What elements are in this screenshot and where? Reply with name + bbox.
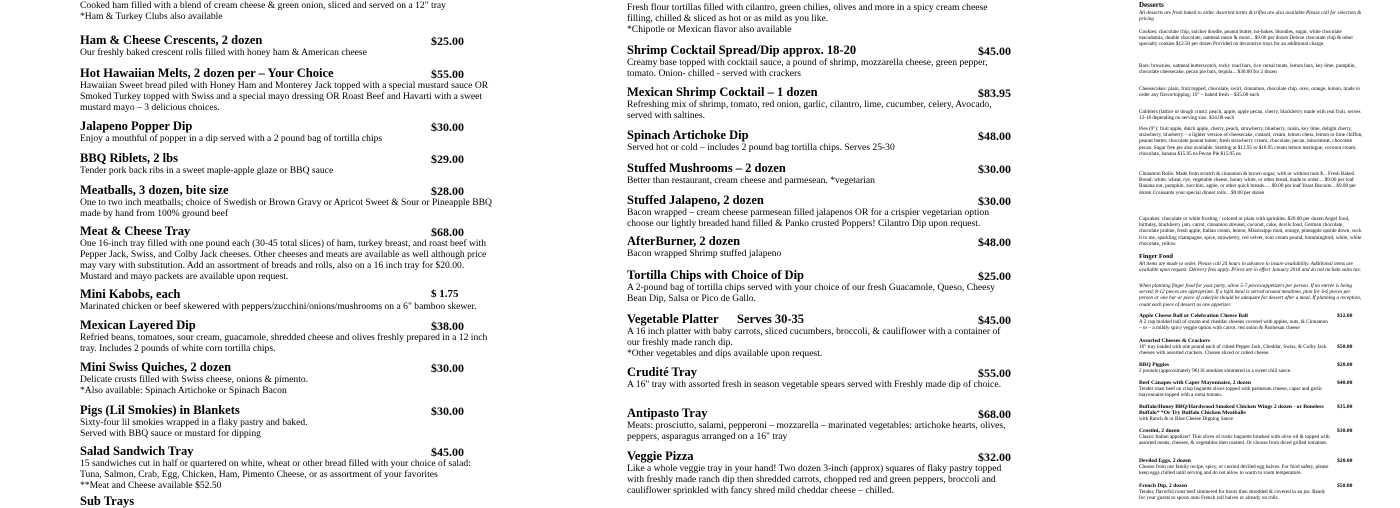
item-description: Like a whole veggie tray in your hand! Two dozen 3-inch (approx) squares of flaky pastry topped with freshly made ranch dip then shredded carrots, chopped red and green peppers, broccoli and cauliflower sprinkled with fancy shred mild cheddar cheese – chilled. [627,463,1002,496]
item-price: $45.00 [978,44,1011,58]
item-name: Deviled Eggs, 2 dozen [1139,458,1191,464]
item-price: $30.00 [431,404,464,418]
item-name: Mini Kabobs, each [80,287,181,301]
item-description: Cooked ham filled with a blend of cream cheese & green onion, sliced and served on a 12" tray *Ham & Turkey Clubs also available [80,0,446,22]
item-price: $40.00 [1337,380,1353,386]
item-name: Crudité Tray [627,365,698,379]
menu-item [80,444,492,491]
item-name: Antipasto Tray [627,406,708,420]
item-description: 15 sandwiches cut in half or quartered on white, wheat or other bread filled with your choice of salad: Tuna, Salmon, Crab, Egg, Chicken, Ham, Pimento Cheese, or as assortment of your favorites **Meat and Cheese available $52.50 [80,458,471,491]
item-name: Mini Swiss Quiches, 2 dozen [80,360,232,374]
item-price: $30.00 [431,361,464,375]
item-name: Crostini, 2 dozen [1139,428,1180,434]
dessert-block: Cheesecakes: plain, fruit topped, chocolate, swirl, cinnamon, chocolate chip, oreo, orange, lemon, made to order any flavor/topping. 10" – baked fresh – $35.00 each [1139,86,1360,99]
item-price: $25.00 [431,34,464,48]
item-description: Refried beans, tomatoes, sour cream, guacamole, shredded cheese and olives freshly prepared in a 12 inch tray. Includes 2 pounds of white corn tortilla chips. [80,332,488,354]
item-name: Assorted Cheeses & Crackers [1139,338,1210,344]
menu-item [80,318,492,354]
item-price: $30.00 [1337,428,1353,434]
item-name: AfterBurner, 2 dozen [627,234,741,248]
item-price: $25.00 [978,269,1011,283]
menu-item [1139,313,1364,332]
item-description: Hawaiian Sweet bread piled with Honey Ham and Monterey Jack topped with a special mustard sauce OR Smoked Turkey topped with Swiss and a special mayo dressing OR Roast Beef and Havarti with a sweet mustard mayo – 3 delicious choices. [80,80,489,113]
item-name: BBQ Piggies [1139,362,1169,368]
item-description: Tender pork back ribs in a sweet maple-apple glaze or BBQ sauce [80,165,334,176]
item-price: $45.00 [978,313,1011,327]
item-description: 16" tray loaded with one pound each of cubed Pepper Jack, Cheddar, Swiss, & Colby Jack cheeses with assorted crackers. Choose sliced or cubed cheese. [1139,344,1327,357]
menu-item [80,287,492,312]
item-description: Marinated chicken or beef skewered with peppers/zucchini/onions/mushrooms on a 6" bamboo skewer. [80,301,477,312]
menu-item [627,234,1015,259]
item-description: Better than restaurant, cream cheese and parmesean. *vegetarian [627,175,875,186]
item-price: $28.00 [431,184,464,198]
item-description: 2 pounds (approximately 96) lil smokies simmered in a sweet chili sauce. [1139,368,1292,375]
item-price: $68.00 [431,225,464,239]
item-price: $35.00 [1337,404,1353,410]
menu-item [80,183,492,219]
menu-item [627,406,1015,442]
menu-item [80,224,492,282]
menu-item [627,161,1015,186]
item-description: with Ranch & or Blue Cheese Dipping Sauce [1139,416,1234,423]
item-name: French Dip, 2 dozen [1139,483,1188,489]
item-name: Mexican Shrimp Cocktail – 1 dozen [627,85,818,99]
menu-item [1139,362,1364,374]
menu-item [627,85,1015,121]
menu-item [80,494,492,508]
menu-item [1139,428,1364,447]
item-name: Vegetable Platter Serves 30-35 [627,312,805,326]
item-price: $48.00 [978,235,1011,249]
item-name: Apple Cheese Ball or Celebration Cheese Ball [1139,313,1248,319]
menu-item [1139,458,1364,477]
menu-item [80,119,492,144]
desserts-intro: All desserts are fresh baked to order. Assorted tortes & trifles are also available Please call for selection & pricing [1139,10,1362,23]
item-name: Pigs (Lil Smokies) in Blankets [80,403,240,417]
menu-item [627,43,1015,79]
menu-item [80,66,492,113]
item-name: Ham & Cheese Crescents, 2 dozen [80,33,263,47]
item-name: Meat & Cheese Tray [80,224,191,238]
dessert-block: Bars: brownies, oatmeal butterscotch, rocky road bars, rice cereal treats, lemon bars, key lime, pumpkin, chocolate cheesecake, pecan pie bars, tequila... $30.00 for 2 dozen [1139,63,1356,76]
menu-item [627,449,1015,496]
item-price: $30.00 [978,194,1011,208]
item-name: Mexican Layered Dip [80,318,196,332]
item-description: Tender, flavorful roast beef simmered for hours then shredded & covered in au jus. Ready for your guests to spoon onto French roll halves or already on rolls. [1139,489,1326,502]
menu-item [80,360,492,396]
menu-item [80,151,492,176]
item-description: A 16" tray with assorted fresh in season vegetable spears served with Freshly made dip of choice. [627,379,1001,390]
item-description: Sixty-four lil smokies wrapped in a flaky pastry and baked. Served with BBQ sauce or mustard for dipping [80,417,308,439]
item-name: Sub Trays [80,494,135,508]
item-description: A 16 inch platter with baby carrots, sliced cucumbers, broccoli, & cauliflower with a container of our freshly made ranch dip. *Other vegetables and dips available upon request. [627,326,1001,359]
item-price: $32.00 [1337,313,1353,319]
item-description: One 16-inch tray filled with one pound each (30-45 total slices) of ham, turkey breast, and roast beef with Pepper Jack, Swiss, and Colby Jack cheeses. Other cheeses and meats are available as well although price may vary with substitution. Add an assortment of breads and rolls, also on a 16 inch tray for $20.00. Mustard and mayo packets are available upon request. [80,238,487,282]
item-description: A 2 cup molded ball of cream and cheddar cheeses covered with apples, nuts, & Cinnamon – or – a mildly spicy veggie option with carrot, red onion & Parmesan cheese [1139,319,1328,332]
item-price: $30.00 [431,120,464,134]
menu-top-text [80,0,492,22]
finger-food-planning: When planning finger food for your party, allow 5-7 pieces/appetizers per person. If no entrée is being served, 8-12 pieces are appropriate. If a light meal is served around mealtime, plan for 4-6 pieces per person or one bar or piece of cake/pie should be adequate for dessert after a meal. If planning a reception, count each piece of dessert as one appetizer. [1139,283,1362,308]
finger-food-note: All items are made to order. Please call 24 hours in advance to insure availability. Additional items are available upon request. Delivery fees apply. Prices are in effect January 2018 and do not include sales tax. [1139,261,1362,274]
item-description: Bacon wrapped Shrimp stuffed jalapeno [627,248,782,259]
item-description: Our freshly baked crescent rolls filled with honey ham & American cheese [80,47,367,58]
dessert-block: Cobblers (lattice or dough crust): peach, apple, apple pecan, cherry, blackberry made with real fruit, serves 12-18 depending on serving size. $34.00 each [1139,109,1361,122]
dessert-block: Cupcakes: chocolate or white frosting / colored or plain with sprinkles. $20.00 per dozen Angel food, birthday, blackberry jam, carrot, cinnamon streusel, coconut, coke, devils food, German chocolate, chocolate praline, fresh apple, Italian cream, lemon, Mississippi mud, orange, pineapple upside down, sock it to me, sparkling champagne, spice, strawberry, red velvet, sour cream pound, hummingbird, white, white chocolate, yellow [1139,216,1362,247]
item-description: Fresh flour tortillas filled with cilantro, green chilies, olives and more in a spicy cream cheese filling, chilled & sliced as hot or as mild as you like. *Chipotle or Mexican flavor also available [627,2,988,35]
item-price: $ 1.75 [431,288,459,300]
item-name: Buffalo/Honey BBQ/Hardwood Smoked Chicken Wings 2 dozen - or Boneless Buffalo* *Or Try Buffalo Chicken Meatballs [1139,404,1324,417]
menu-item [1139,338,1364,357]
item-description: Bacon wrapped – cream cheese parmesean filled jalapenos OR for a crispier vegetarian option choose our lightly breaded hand filled & Panko crusted Poppers! Cilantro Dip upon request. [627,207,990,229]
item-price: $50.00 [1337,344,1353,350]
item-price: $29.00 [431,152,464,166]
item-description: Refreshing mix of shrimp, tomato, red onion, garlic, cilantro, lime, cucumber, celery, Avocado, served with saltines. [627,99,992,121]
menu-item [627,193,1015,229]
item-price: $68.00 [978,407,1011,421]
menu-top-text [627,2,1015,35]
item-name: BBQ Riblets, 2 lbs [80,151,178,165]
item-description: A 2-pound bag of tortilla chips served with your choice of our fresh Guacamole, Queso, Cheesy Bean Dip, Salsa or Pico de Gallo. [627,282,995,304]
menu-item [1139,380,1364,399]
finger-food-title: Finger Food [1139,253,1174,260]
dessert-block: Pies (9"): fruit apple, dutch apple, cherry, peach, strawberry, blueberry, raisin, key lime, delight cherry, strawberry, blueberry – a lighter version of cheesecake, custard, cream, lemon chess, lemon or lime chiffon, peanut butter, chocolate peanut butter, fresh strawberry cream, chocolate, pecan, mincemeat, chocolate pecan. Sugar free pie also available. Starting at $12.95 to $18.95 cream lemon meringue, coconut cream, chocolate, banana $15.95 ea Pecan Pie $15.95 ea [1139,126,1363,157]
item-name: Spinach Artichoke Dip [627,128,749,142]
dessert-block: Cinnamon Rolls: Made from scratch & cinnamon & brown sugar; with or without nuts $... Fresh Baked Bread: white, wheat, rye, vegetable cheese, honey white, or other bread, made to order.... $9.00 per loaf Banana nut, pumpkin, zucchini, apple, or other quick breads..... $9.00 per loaf Yeast Biscuits... $9.00 per dozen Croissants your special dinner rolls... $9.00 per dozen [1139,171,1356,196]
item-price: $83.95 [978,86,1011,100]
item-name: Jalapeno Popper Dip [80,119,193,133]
item-name: Stuffed Mushrooms – 2 dozen [627,161,786,175]
item-name: Salad Sandwich Tray [80,444,194,458]
item-price: $38.00 [431,319,464,333]
menu-item [80,403,492,439]
desserts-title: Desserts [1139,1,1164,9]
item-name: Tortilla Chips with Choice of Dip [627,268,804,282]
item-description: One to two inch meatballs; choice of Swedish or Brown Gravy or Apricot Sweet & Sour or Pineapple BBQ made by hand from 100% ground beef [80,197,492,219]
item-price: $50.00 [1337,483,1353,489]
menu-item [627,128,1015,153]
dessert-block: Cookies: chocolate chip, snicker doodle, peanut butter, no-bakes, blondies, sugar, white chocolate macadamia, double chocolate, oatmeal raisin & more... $9.00 per dozen Deluxe chocolate chip & other specialty cookies $12.50 per dozen Provided on decorative trays for an additional charge. [1139,29,1354,48]
item-name: Stuffed Jalapeno, 2 dozen [627,193,764,207]
menu-item [627,312,1015,359]
item-name: Meatballs, 3 dozen, bite size [80,183,229,197]
item-price: $48.00 [978,129,1011,143]
item-description: Delicate crusts filled with Swiss cheese, onions & pimento. *Also available: Spinach Artichoke or Spinach Bacon [80,374,309,396]
item-description: Classic Italian appetizer! Thin slices of rustic baguette brushed with olive oil & topped with assorted meats, cheeses, & vegetables then toasted. Or choose from diced grilled tomatoes [1139,434,1330,447]
item-price: $30.00 [978,162,1011,176]
item-price: $55.00 [431,67,464,81]
item-description: Creamy base topped with cocktail sauce, a pound of shrimp, mozzarella cheese, green pepper, tomato. Onion- chilled - served with crackers [627,57,988,79]
item-name: Shrimp Cocktail Spread/Dip approx. 18-20 [627,43,857,57]
item-description: Choose from our family recipe, spicy, or curried deviled egg halves. For food safety, please keep eggs chilled until serving and do not allow to warm to room temperature. [1139,464,1329,477]
item-price: $55.00 [978,366,1011,380]
item-price: $20.00 [1337,458,1353,464]
item-name: Beef Canapes with Caper Mayonnaise, 2 dozen [1139,380,1251,386]
item-price: $28.00 [1337,362,1353,368]
item-description: Enjoy a mouthful of popper in a dip served with a 2 pound bag of tortilla chips [80,133,383,144]
item-name: Hot Hawaiian Melts, 2 dozen per – Your Choice [80,66,334,80]
menu-item [627,268,1015,304]
menu-item [80,33,492,58]
item-price: $32.00 [978,450,1011,464]
menu-item [1139,483,1364,502]
item-description: Tender roast beef on crisp baguette slices topped with parmesan cheese, caper and garlic mayonnaise topped with a roma tomato. [1139,386,1323,399]
item-description: Meats: prosciutto, salami, pepperoni – mozzarella – marinated vegetables: artichoke hearts, olives, peppers, asparagus arranged on a 16" tray [627,420,1006,442]
item-name: Veggie Pizza [627,449,694,463]
menu-item [1139,404,1364,423]
menu-item [627,365,1015,390]
item-description: Served hot or cold – includes 2 pound bag tortilla chips. Serves 25-30 [627,142,895,153]
item-price: $45.00 [431,445,464,459]
